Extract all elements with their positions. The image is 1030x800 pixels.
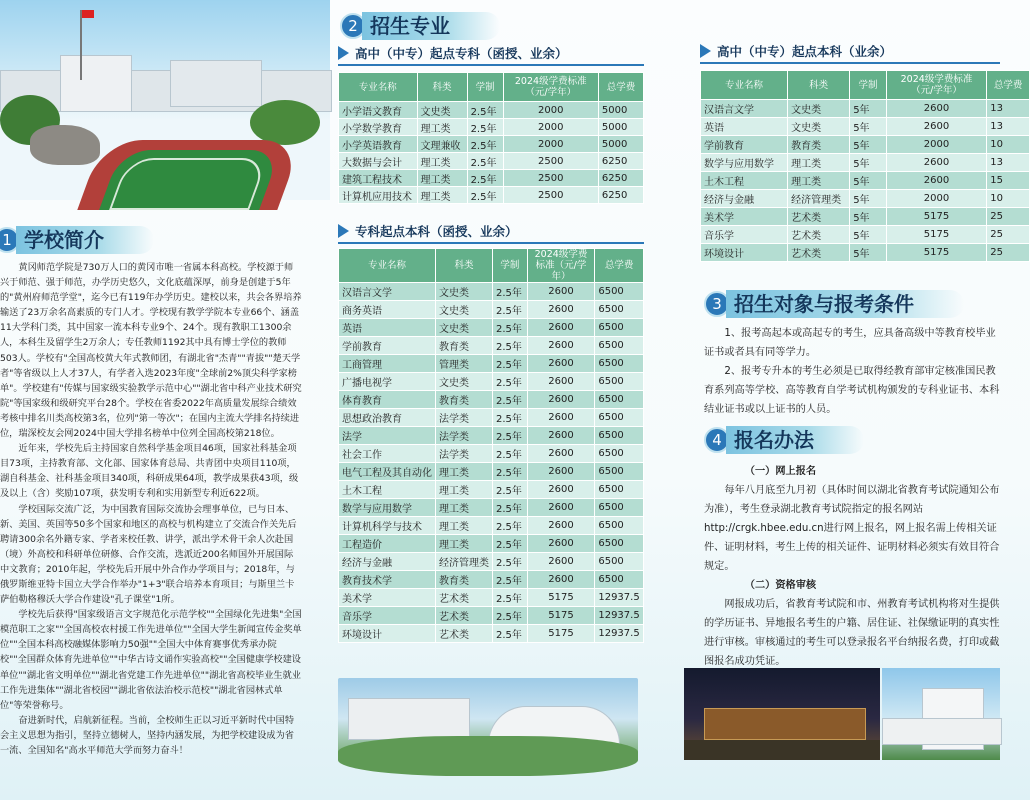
condition-item: 2、报考专升本的考生必须是已取得经教育部审定核准国民教育系列高等学校、高等教育自学考试机构颁发的专科业证书、本科结业证书或以上证书的人员。 [704,366,1000,415]
online-signup-heading: （一）网上报名 [744,466,817,477]
table-cell: 2.5年 [493,373,528,391]
table-cell: 6500 [595,535,644,553]
column-header: 专业名称 [339,73,418,102]
table-row [701,172,1030,190]
table-high-school-to-bachelor [700,42,1023,262]
table-cell: 2600 [527,283,595,301]
table-row [339,553,644,571]
table-cell: 5175 [886,208,986,226]
table-cell: 2000 [503,102,598,119]
table-row [339,409,644,427]
table-cell: 5年 [850,154,887,172]
table-cell: 2600 [527,301,595,319]
table-cell: 2.5年 [467,187,503,204]
qualification-review-heading: （二）资格审核 [744,580,817,591]
table-row [339,391,644,409]
triangle-icon [338,46,349,60]
table-cell: 2.5年 [493,283,528,301]
online-signup-text: 每年八月底至九月初（具体时间以湖北省教育考试院通知公布为准），考生登录湖北教育考试院指定的报名网站http://crgk.hbee.edu.cn进行网上报名，网上报名需上传相关证件、证明材料，考生上传的相关证件、证明材料必须实有效目符合规定。 [704,485,1000,572]
table-cell: 美术学 [701,208,788,226]
table-cell: 15 [987,172,1030,190]
table-cell: 6500 [595,499,644,517]
table-cell: 管理类 [436,355,493,373]
intro-paragraph: 奋进新时代，启航新征程。当前，全校师生正以习近平新时代中国特会主义思想为指引，坚持立德树人，坚持内涵发展，为把学校建设成为省一流、全国知名"高水平师范大学而努力奋斗！ [0,714,295,756]
table-cell: 2600 [527,445,595,463]
section-intro-header [0,226,154,254]
table-cell: 2600 [527,463,595,481]
table-cell: 2.5年 [493,553,528,571]
table-cell: 计算机科学与技术 [339,517,436,535]
table-cell: 数学与应用数学 [701,154,788,172]
column-header: 专业名称 [339,249,436,283]
eligibility-text [704,324,1000,419]
table-cell: 2000 [886,136,986,154]
table-cell: 文史类 [417,102,467,119]
section-number: 1 [0,227,20,253]
table-cell: 12937.5 [595,607,644,625]
column-header: 总学费 [987,71,1030,100]
table-cell: 6500 [595,427,644,445]
table-cell: 2600 [527,571,595,589]
table-cell: 2.5年 [493,571,528,589]
school-intro-text [0,260,302,758]
section-signup-header [704,426,864,454]
table-cell: 2.5年 [493,391,528,409]
table-cell: 文史类 [436,301,493,319]
table-row [339,102,644,119]
column-header: 科类 [417,73,467,102]
table-cell: 2600 [886,118,986,136]
table-cell: 5年 [850,244,887,262]
table-cell: 数学与应用数学 [339,499,436,517]
table-cell: 2500 [503,170,598,187]
table-cell: 2600 [527,499,595,517]
table-row [701,100,1030,118]
table-cell: 5175 [527,589,595,607]
table-row [339,427,644,445]
table-cell: 5000 [598,102,643,119]
table-cell: 艺术类 [436,589,493,607]
table-cell: 2.5年 [493,355,528,373]
table-cell: 2.5年 [493,337,528,355]
table-cell: 美术学 [339,589,436,607]
table-college-to-bachelor [338,222,644,643]
table-cell: 大数据与会计 [339,153,418,170]
table-row [339,481,644,499]
column-header: 学制 [493,249,528,283]
table-row [339,589,644,607]
table-cell: 理工类 [788,154,850,172]
table-title: 高中（中专）起点专科（函授、业余） [338,44,644,62]
table-row [339,499,644,517]
table-cell: 学前教育 [701,136,788,154]
table-cell: 2600 [527,481,595,499]
table-cell: 2.5年 [493,409,528,427]
table-cell: 6500 [595,463,644,481]
table-cell: 工程造价 [339,535,436,553]
column-header: 2024级学费标准（元/学年） [886,71,986,100]
table-cell: 2.5年 [493,481,528,499]
table-cell: 汉语言文学 [339,283,436,301]
table-cell: 经济与金融 [701,190,788,208]
campus-buildings-photo [338,678,638,760]
table-cell: 5年 [850,136,887,154]
table-row [701,136,1030,154]
majors-table [338,248,644,643]
table-cell: 5000 [598,136,643,153]
table-cell: 广播电视学 [339,373,436,391]
table-cell: 2500 [503,187,598,204]
triangle-icon [700,44,711,58]
condition-item: 1、报考高起本或高起专的考生，应具备高级中等教育校毕业证书或者具有同等学力。 [704,328,996,358]
column-header: 科类 [788,71,850,100]
table-cell: 13 [987,100,1030,118]
table-row [339,187,644,204]
table-cell: 6500 [595,445,644,463]
table-row [339,170,644,187]
table-cell: 2600 [527,391,595,409]
table-cell: 6250 [598,153,643,170]
table-cell: 6500 [595,373,644,391]
table-cell: 6500 [595,337,644,355]
table-cell: 2600 [886,154,986,172]
table-cell: 2000 [503,136,598,153]
table-cell: 汉语言文学 [701,100,788,118]
triangle-icon [338,224,349,238]
table-row [339,153,644,170]
table-high-school-to-college [338,44,644,204]
campus-day-photo [882,668,1000,760]
table-cell: 6500 [595,319,644,337]
table-cell: 2600 [527,409,595,427]
table-cell: 工商管理 [339,355,436,373]
table-cell: 经济与金融 [339,553,436,571]
table-cell: 音乐学 [701,226,788,244]
table-cell: 艺术类 [788,208,850,226]
table-cell: 理工类 [417,153,467,170]
table-cell: 2600 [527,337,595,355]
column-header: 总学费 [598,73,643,102]
table-row [339,445,644,463]
intro-paragraph: 学校国际交流广泛，为中国教育国际交流协会理事单位，已与日本、新、美国、英国等50多个国家和地区的高校与机构建立了交流合作关先后聘请300余名外籍专家、学者来校任教、讲学，派出学术骨干余人次赴国（境）外高校和科研单位研修、合作交流，选派近200名师国外开展国际中文教育；2010年起，学校先后开展中外合作办学项目与；2018年，与俄罗斯维亚特卡国立大学合作举办"1+3"联合培养本育项目；与斯里兰卡萨伯勒格穆沃大学合作建设"孔子课堂"1所。 [0,503,297,606]
column-header: 2024级学费标准（元/学年） [503,73,598,102]
table-row [339,301,644,319]
table-cell: 5175 [527,625,595,643]
table-row [339,463,644,481]
table-cell: 理工类 [788,172,850,190]
table-cell: 环境设计 [701,244,788,262]
table-cell: 2600 [886,172,986,190]
table-cell: 理工类 [436,517,493,535]
table-cell: 5年 [850,190,887,208]
table-cell: 2600 [527,373,595,391]
table-cell: 2600 [527,319,595,337]
table-row [339,355,644,373]
table-cell: 经济管理类 [788,190,850,208]
table-cell: 25 [987,208,1030,226]
table-cell: 法学 [339,427,436,445]
table-row [701,118,1030,136]
table-cell: 2.5年 [493,625,528,643]
table-cell: 电气工程及其自动化 [339,463,436,481]
section-title: 招生对象与报考条件 [726,290,964,318]
table-cell: 2.5年 [467,102,503,119]
table-cell: 2.5年 [493,463,528,481]
table-cell: 6500 [595,409,644,427]
table-cell: 2600 [527,427,595,445]
section-title: 学校简介 [16,226,154,254]
table-cell: 2600 [527,517,595,535]
table-cell: 5年 [850,208,887,226]
table-row [339,337,644,355]
table-cell: 法学类 [436,445,493,463]
table-cell: 2600 [527,535,595,553]
section-title: 招生专业 [362,12,500,40]
table-cell: 13 [987,118,1030,136]
table-cell: 6500 [595,355,644,373]
table-row [339,625,644,643]
table-cell: 2.5年 [467,153,503,170]
column-header: 2024级学费标准（元/学年） [527,249,595,283]
table-cell: 2600 [527,355,595,373]
campus-stadium-photo [0,0,330,200]
table-cell: 2600 [527,553,595,571]
table-cell: 2600 [886,100,986,118]
table-cell: 2.5年 [467,136,503,153]
column-header: 专业名称 [701,71,788,100]
table-cell: 建筑工程技术 [339,170,418,187]
table-row [701,154,1030,172]
table-cell: 英语 [339,319,436,337]
table-cell: 理工类 [417,170,467,187]
table-cell: 2.5年 [493,445,528,463]
table-cell: 5年 [850,226,887,244]
table-cell: 理工类 [417,187,467,204]
table-cell: 法学类 [436,409,493,427]
campus-night-photo [684,668,880,760]
section-number: 2 [340,13,366,39]
table-cell: 文史类 [436,319,493,337]
table-row [339,373,644,391]
table-cell: 理工类 [436,481,493,499]
table-row [339,535,644,553]
table-cell: 文史类 [788,100,850,118]
table-cell: 6500 [595,283,644,301]
table-cell: 10 [987,190,1030,208]
intro-paragraph: 近年来，学校先后主持国家自然科学基金项目46项，国家社科基金项目73项，主持教育部、文化部、国家体育总局、共青团中央项目110项，湖自科基金、社科基金项目340项，科研成果64项，教学成果获43项，级及以上（含）奖励107项，获发明专利和实用新型专利近622项。 [0,443,299,500]
intro-paragraph: 黄冈师范学院是730万人口的黄冈市唯一省属本科高校。学校源于师兴于师范、强于师范，办学历史悠久，文化底蕴深厚，前身是创建于5年的"黄州府师范学堂"，迄今已有119年办学历史。建校以来，共会各界培养输送了23万余名高素质的专门人才。学校现有教学学院本专业66个、涵盖11大学科门类，其中国家一流本科专业9个、24个。现有教职工1300余人，本科生及留学生2万余人；专任教师1192其中具有博士学位的教师503人。学校有"全国高校黄大年式教师团，有湖北省"杰青""青拔""楚天学者"等省级以上人才37人，有学者入选2023年度"全球前2%顶尖科学家榜单"。学校建有"传媒与国家级实验教学示范中心""湖北省中科产业技术研究院"等国家级和级研究平台28个。学校在省委2022年高质量发展综合绩效考核中排名川类高校第3名，位列"第一等次"；在国内主流大学排名持续进位，瑞深校友会网2024中国大学排名榜单中位列全国高校第218位。 [0,262,302,440]
table-cell: 2500 [503,153,598,170]
table-cell: 2000 [503,119,598,136]
table-cell: 6250 [598,170,643,187]
table-cell: 艺术类 [436,607,493,625]
table-title: 专科起点本科（函授、业余） [338,222,644,240]
majors-table [700,70,1030,262]
table-cell: 10 [987,136,1030,154]
section-number: 4 [704,427,730,453]
table-cell: 2.5年 [493,535,528,553]
table-row [339,136,644,153]
table-row [701,226,1030,244]
table-cell: 商务英语 [339,301,436,319]
table-cell: 艺术类 [788,226,850,244]
table-cell: 12937.5 [595,589,644,607]
table-cell: 法学类 [436,427,493,445]
table-cell: 6500 [595,553,644,571]
table-cell: 6500 [595,481,644,499]
table-cell: 理工类 [417,119,467,136]
qualification-review-text: 网报成功后，省教育考试院和市、州教育考试机构将对生提供的学历证书、异地报名考生的户籍、居住证、社保缴证明的真实性进行审核。审核通过的考生可以登录报名平台纳报名费，打印或截图报名成功凭证。 [704,599,1000,667]
column-header: 总学费 [595,249,644,283]
table-cell: 25 [987,226,1030,244]
table-cell: 13 [987,154,1030,172]
table-cell: 2.5年 [493,319,528,337]
table-cell: 文史类 [788,118,850,136]
table-row [701,208,1030,226]
signup-text [704,462,1000,671]
table-cell: 思想政治教育 [339,409,436,427]
table-cell: 学前教育 [339,337,436,355]
section-number: 3 [704,291,730,317]
table-cell: 5年 [850,118,887,136]
table-cell: 小学语文教育 [339,102,418,119]
table-cell: 理工类 [436,499,493,517]
table-cell: 2.5年 [493,499,528,517]
table-cell: 2.5年 [467,170,503,187]
table-cell: 2.5年 [493,427,528,445]
table-row [339,607,644,625]
table-cell: 5年 [850,172,887,190]
table-row [339,119,644,136]
table-cell: 经济管理类 [436,553,493,571]
table-cell: 理工类 [436,535,493,553]
majors-table [338,72,644,204]
table-cell: 小学英语教育 [339,136,418,153]
table-cell: 2.5年 [493,589,528,607]
table-cell: 教育类 [436,391,493,409]
table-cell: 教育类 [436,571,493,589]
table-cell: 音乐学 [339,607,436,625]
table-cell: 体育教育 [339,391,436,409]
table-cell: 教育技术学 [339,571,436,589]
table-row [701,244,1030,262]
table-cell: 2.5年 [493,517,528,535]
table-cell: 艺术类 [788,244,850,262]
table-cell: 5175 [886,244,986,262]
section-eligibility-header [704,290,964,318]
table-cell: 土木工程 [701,172,788,190]
column-header: 科类 [436,249,493,283]
table-cell: 2.5年 [467,119,503,136]
table-cell: 社会工作 [339,445,436,463]
table-row [339,283,644,301]
table-cell: 小学数学教育 [339,119,418,136]
table-cell: 艺术类 [436,625,493,643]
column-header: 学制 [850,71,887,100]
table-cell: 6500 [595,301,644,319]
table-cell: 教育类 [436,337,493,355]
section-title: 报名办法 [726,426,864,454]
table-cell: 2000 [886,190,986,208]
table-cell: 6500 [595,391,644,409]
table-cell: 文史类 [436,283,493,301]
section-majors-header [340,12,500,40]
table-cell: 5175 [527,607,595,625]
table-row [339,319,644,337]
table-cell: 2.5年 [493,301,528,319]
table-cell: 英语 [701,118,788,136]
table-cell: 理工类 [436,463,493,481]
table-cell: 教育类 [788,136,850,154]
table-row [701,190,1030,208]
table-cell: 文理兼收 [417,136,467,153]
table-row [339,571,644,589]
table-cell: 25 [987,244,1030,262]
table-cell: 6500 [595,571,644,589]
table-title: 高中（中专）起点本科（业余） [700,42,1000,60]
table-cell: 12937.5 [595,625,644,643]
table-cell: 文史类 [436,373,493,391]
table-cell: 6250 [598,187,643,204]
table-cell: 5年 [850,100,887,118]
table-cell: 环境设计 [339,625,436,643]
intro-paragraph: 学校先后获得"国家级语言文字规范化示范学校""全国绿化先进集"全国模范职工之家""全国高校农村援工作先进单位""全国大学生新闻宣传金奖单位""全国本科高校融媒体影响力50强""全国大中体育赛事优秀承办院校""全国群众体育先进单位""中华古诗文诵作实验高校""全国健康学校建设单位""湖北省文明单位""湖北省党建工作先进单位""湖北省高校毕业生就业工作先进集体""湖北省校园""湖北省依法治校示范校""湖北省园林式单位"等荣誉称号。 [0,609,302,711]
table-cell: 2.5年 [493,607,528,625]
table-row [339,517,644,535]
table-cell: 5000 [598,119,643,136]
table-cell: 5175 [886,226,986,244]
table-cell: 土木工程 [339,481,436,499]
table-cell: 6500 [595,517,644,535]
table-cell: 计算机应用技术 [339,187,418,204]
column-header: 学制 [467,73,503,102]
